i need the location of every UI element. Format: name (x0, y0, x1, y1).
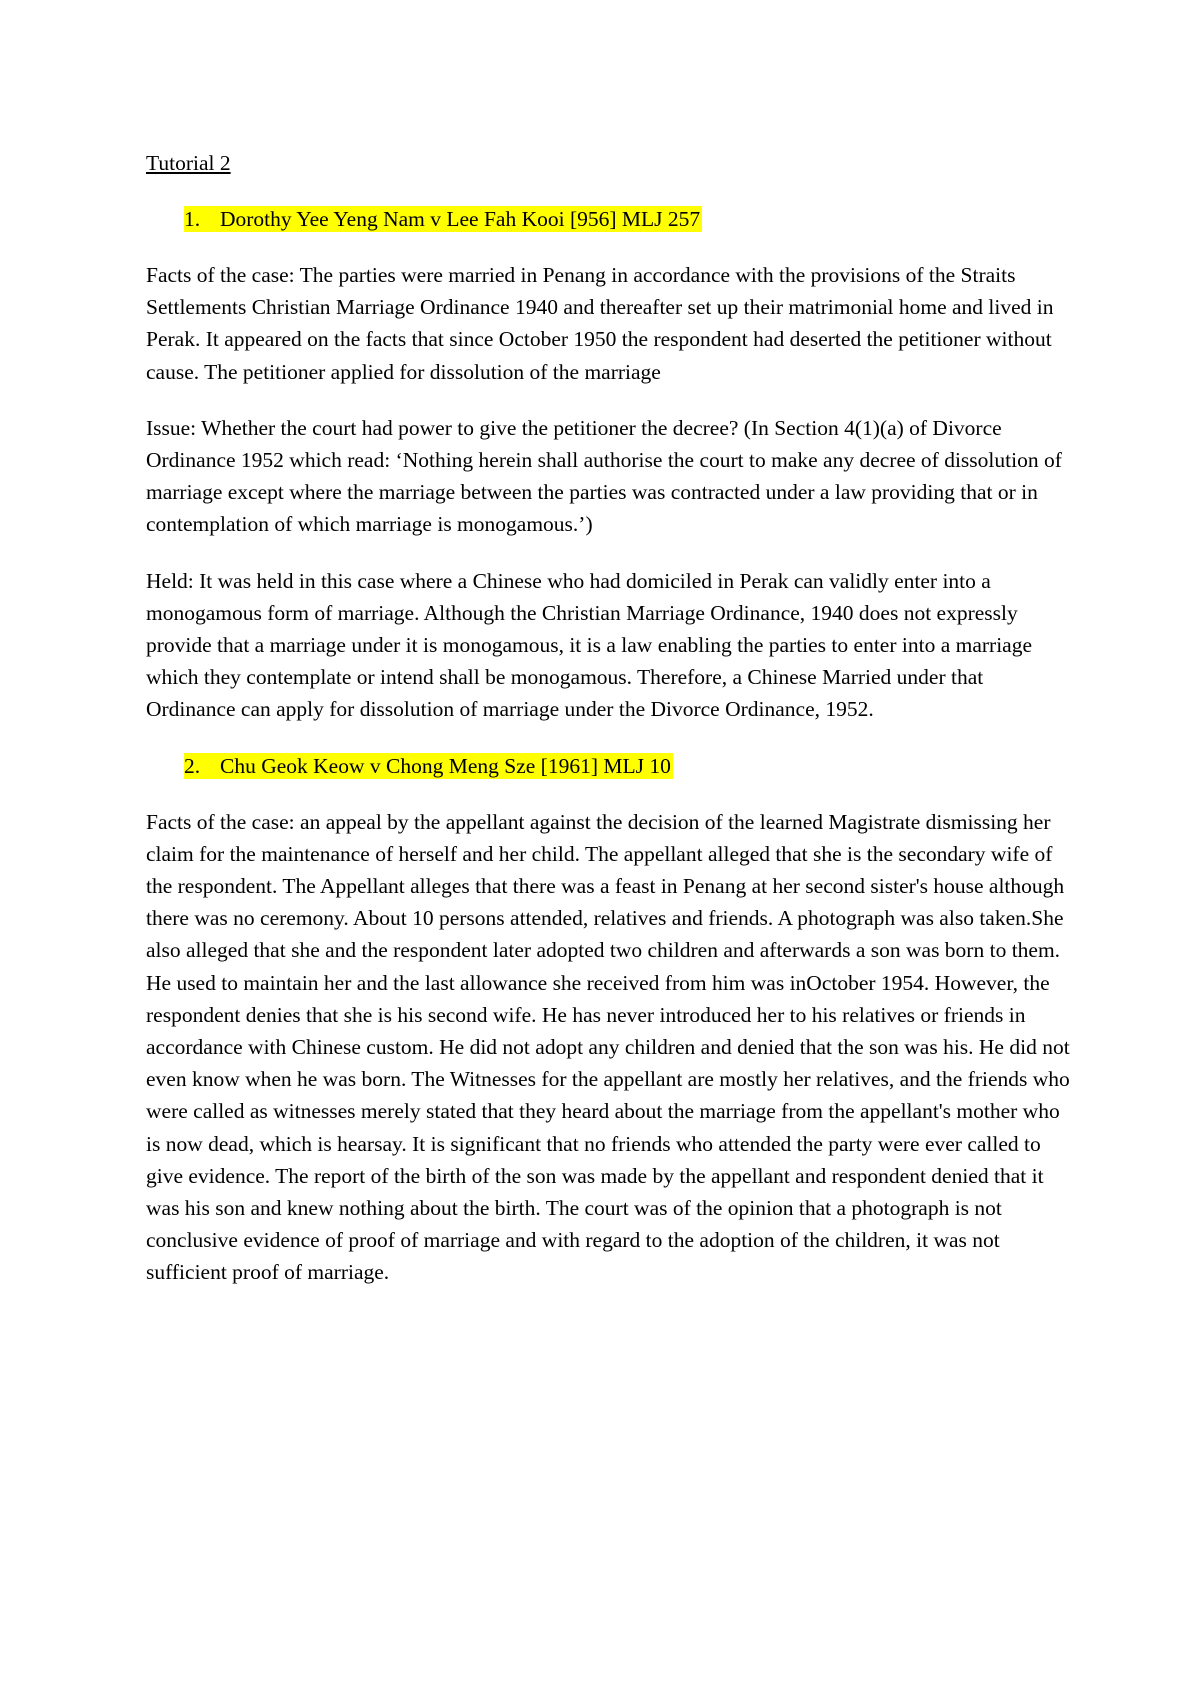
case-1-facts: Facts of the case: The parties were married in Penang in accordance with the provisions of the Straits Settlements Christian Marriage Ordinance 1940 and thereafter set up their matrimonial home and lived in Perak. It appeared on the facts that since October 1950 the respondent had deserted the petitioner without cause. The petitioner applied for dissolution of the marriage (146, 263, 1054, 384)
case-heading-highlight (184, 753, 673, 779)
case-heading-highlight (184, 206, 702, 232)
case-1-held: Held: It was held in this case where a Chinese who had domiciled in Perak can validly enter into a monogamous form of marriage. Although the Christian Marriage Ordinance, 1940 does not expressly provide that a marriage under it is monogamous, it is a law enabling the parties to enter into a marriage which they contemplate or intend shall be monogamous. Therefore, a Chinese Married under that Ordinance can apply for dissolution of marriage under the Divorce Ordinance, 1952. (146, 568, 1033, 722)
case-title: Chu Geok Keow v Chong Meng Sze [1961] MLJ 10 (220, 753, 671, 778)
case-heading-2 (146, 750, 1076, 782)
case-title: Dorothy Yee Yeng Nam v Lee Fah Kooi [956] MLJ 257 (220, 207, 701, 231)
case-number: 2. (184, 753, 201, 778)
document-body (146, 147, 1076, 1289)
case-1-issue: Issue: Whether the court had power to give the petitioner the decree? (In Section 4(1)(a) of Divorce Ordinance 1952 which read: ‘Nothing herein shall authorise the court to make any decree of dissolution of marriage except where the marriage between the parties was contracted under a law providing that or in contemplation of which marriage is monogamous.’) (146, 415, 1062, 537)
case-2-facts: Facts of the case: an appeal by the appellant against the decision of the learned Magistrate dismissing her claim for the maintenance of herself and her child. The appellant alleged that she is the secondary wife of the respondent. The Appellant alleges that there was a feast in Penang at her second sister's house although there was no ceremony. About 10 persons attended, relatives and friends. A photograph was also taken.She also alleged that she and the respondent later adopted two children and afterwards a son was born to them. He used to maintain her and the last allowance she received from him was inOctober 1954. However, the respondent denies that she is his second wife. He has never introduced her to his relatives or friends in accordance with Chinese custom. He did not adopt any children and denied that the son was his. He did not even know when he was born. The Witnesses for the appellant are mostly her relatives, and the friends who were called as witnesses merely stated that they heard about the marriage from the appellant's mother who is now dead, which is hearsay. It is significant that no friends who attended the party were ever called to give evidence. The report of the birth of the son was made by the appellant and respondent denied that it was his son and knew nothing about the birth. The court was of the opinion that a photograph is not conclusive evidence of proof of marriage and with regard to the adoption of the children, it was not sufficient proof of marriage. (146, 809, 1070, 1285)
case-heading-1 (146, 203, 1076, 235)
document-title: Tutorial 2 (146, 151, 231, 175)
case-number: 1. (184, 207, 201, 231)
